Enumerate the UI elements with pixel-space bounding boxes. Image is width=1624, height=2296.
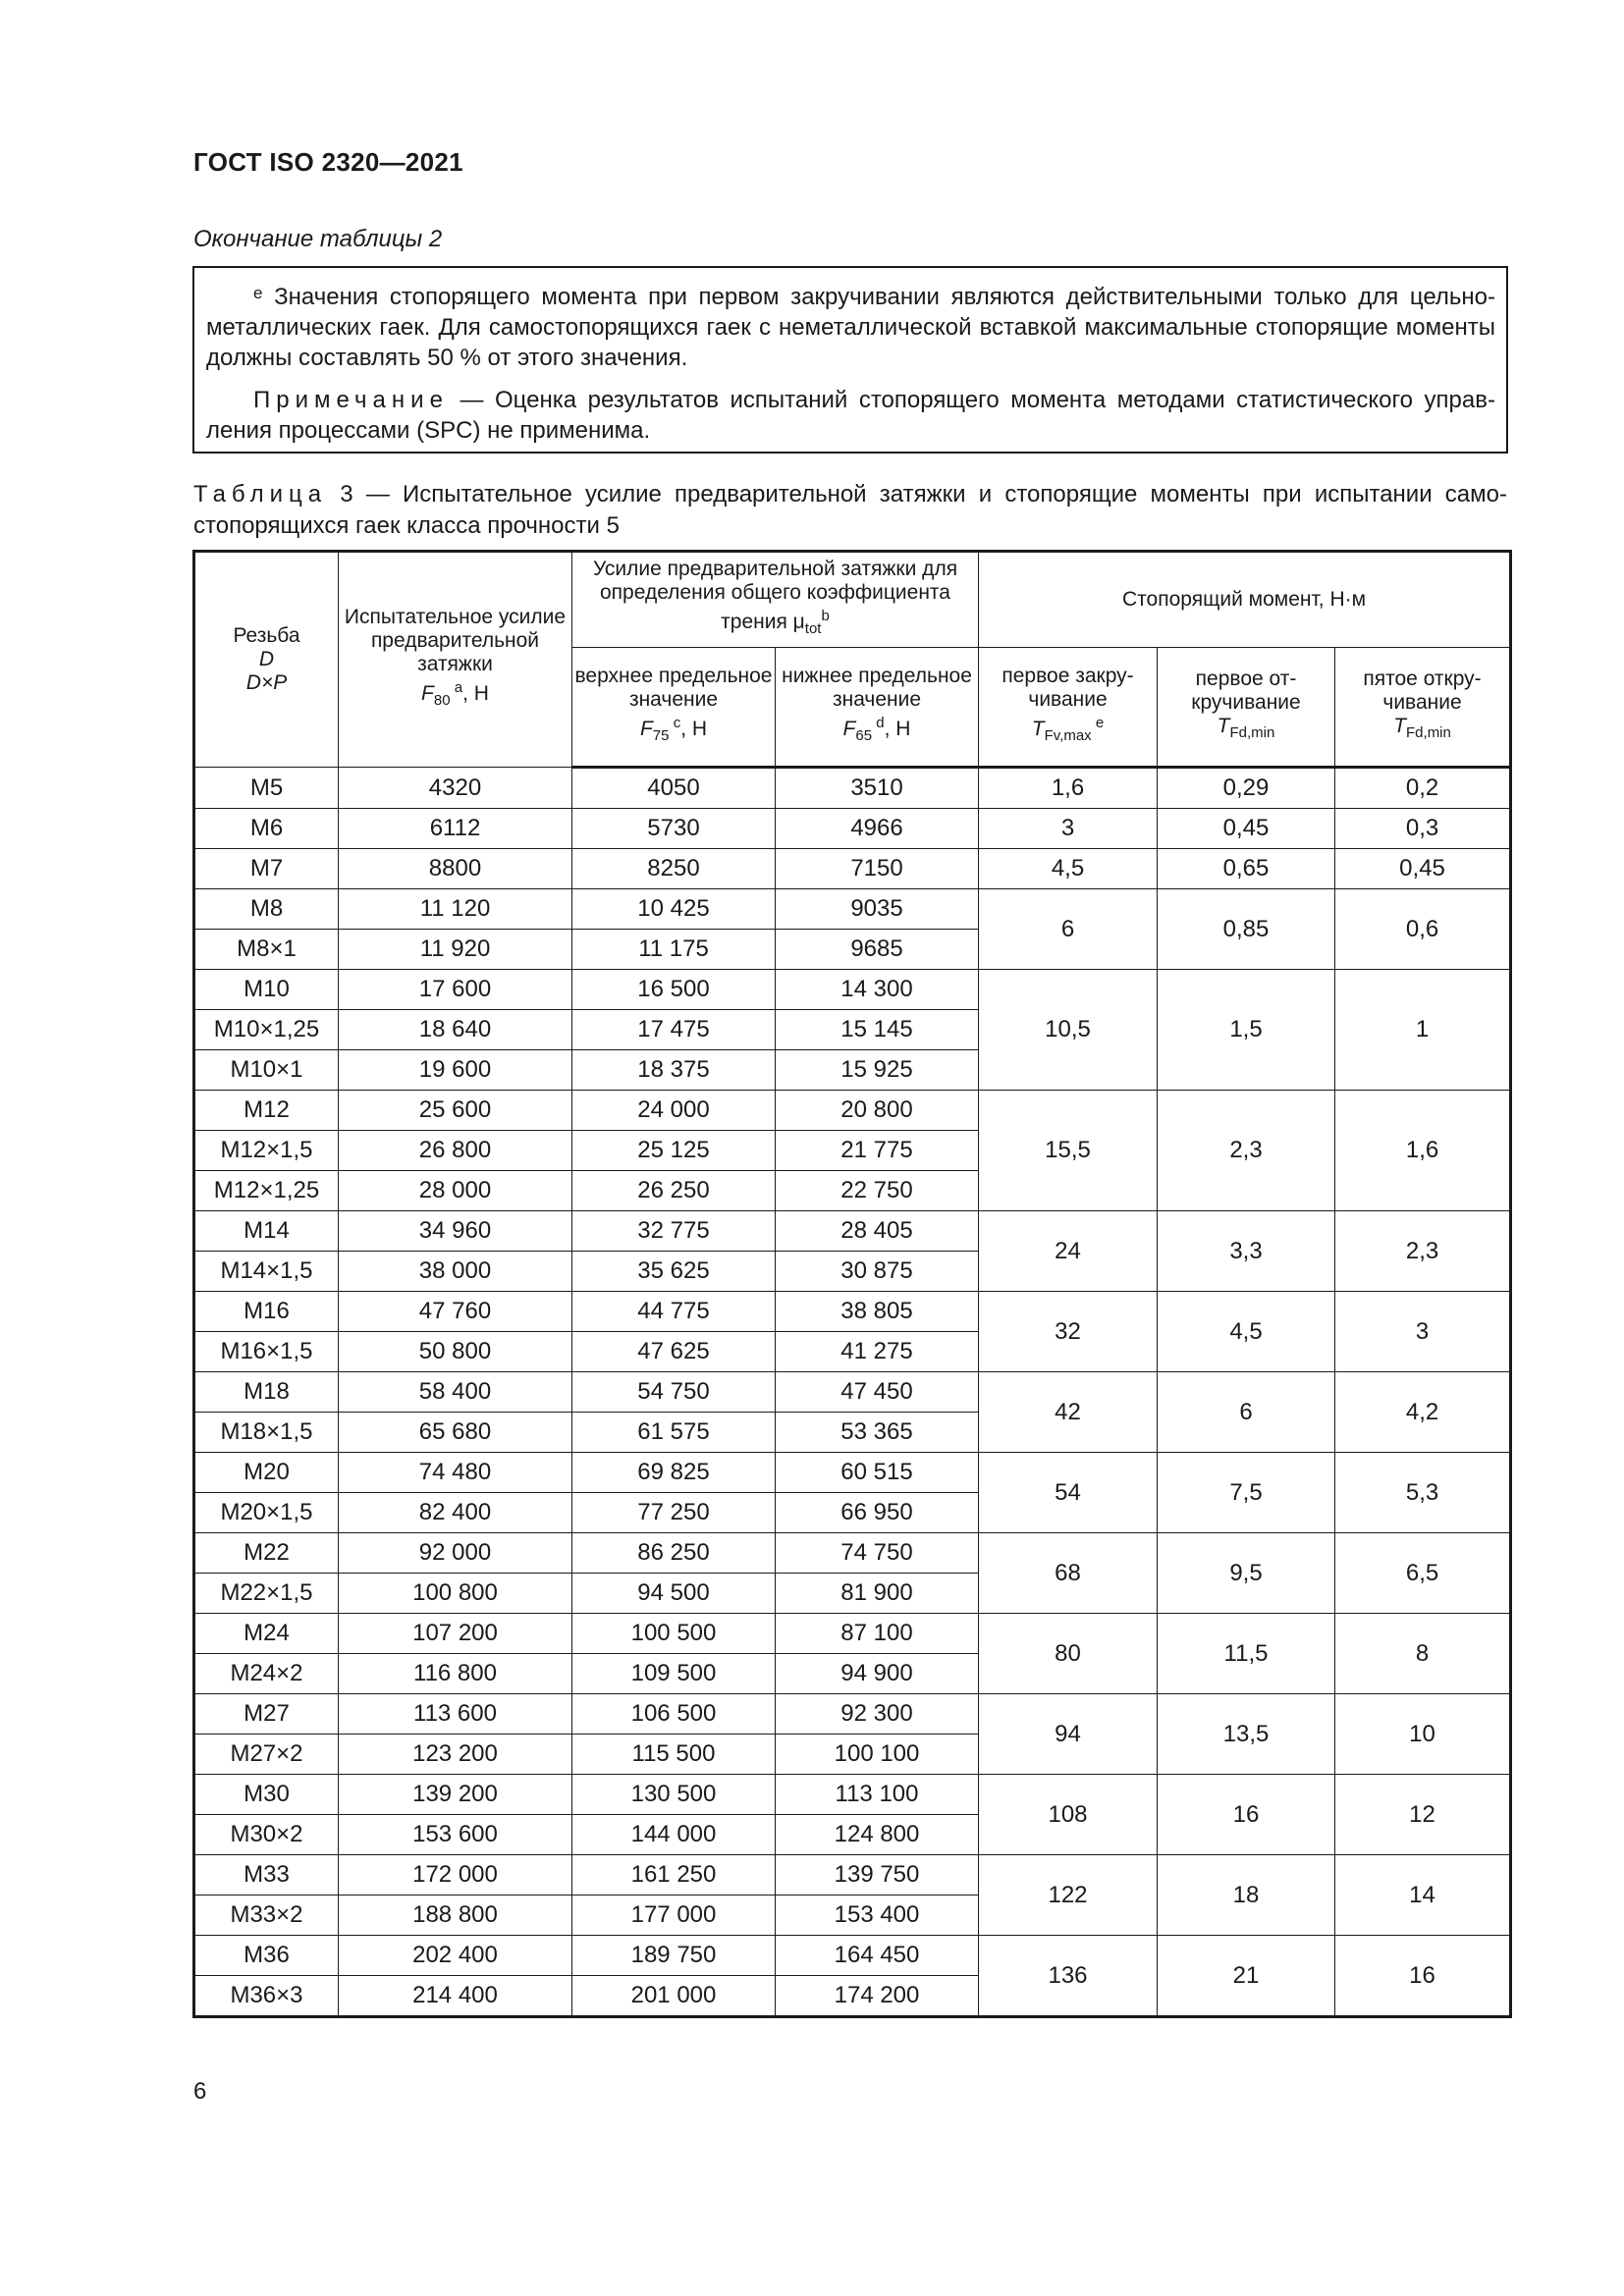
cell-upper-limit: 4050 bbox=[572, 768, 776, 809]
cell-thread: M12×1,5 bbox=[194, 1131, 339, 1171]
cell-test-force: 92 000 bbox=[339, 1533, 572, 1574]
table-row bbox=[194, 1372, 1511, 1413]
cell-lower-limit: 113 100 bbox=[776, 1775, 979, 1815]
cell-lower-limit: 38 805 bbox=[776, 1292, 979, 1332]
cell-first-off-torque: 3,3 bbox=[1158, 1211, 1335, 1292]
table-row bbox=[194, 970, 1511, 1010]
cell-fifth-off-torque: 2,3 bbox=[1335, 1211, 1511, 1292]
cell-lower-limit: 139 750 bbox=[776, 1855, 979, 1896]
footnote-e bbox=[206, 278, 1495, 373]
table-row bbox=[194, 1091, 1511, 1131]
cell-upper-limit: 77 250 bbox=[572, 1493, 776, 1533]
cell-lower-limit: 164 450 bbox=[776, 1936, 979, 1976]
table-caption-label: Таблица bbox=[193, 481, 328, 507]
cell-thread: M12 bbox=[194, 1091, 339, 1131]
cell-lower-limit: 28 405 bbox=[776, 1211, 979, 1252]
cell-first-on-torque: 32 bbox=[979, 1292, 1158, 1372]
cell-test-force: 11 120 bbox=[339, 889, 572, 930]
header-upper-limit: верхнее предельное значение $F_{75}$ $^c$, Н bbox=[572, 648, 776, 768]
cell-test-force: 74 480 bbox=[339, 1453, 572, 1493]
cell-thread: M8×1 bbox=[194, 930, 339, 970]
cell-test-force: 188 800 bbox=[339, 1896, 572, 1936]
cell-thread: M7 bbox=[194, 849, 339, 889]
note-label: Примечание bbox=[253, 387, 449, 413]
cell-lower-limit: 21 775 bbox=[776, 1131, 979, 1171]
cell-upper-limit: 94 500 bbox=[572, 1574, 776, 1614]
cell-test-force: 153 600 bbox=[339, 1815, 572, 1855]
cell-upper-limit: 25 125 bbox=[572, 1131, 776, 1171]
cell-first-on-torque: 94 bbox=[979, 1694, 1158, 1775]
cell-first-off-torque: 0,29 bbox=[1158, 768, 1335, 809]
cell-test-force: 4320 bbox=[339, 768, 572, 809]
cell-first-off-torque: 13,5 bbox=[1158, 1694, 1335, 1775]
cell-lower-limit: 15 145 bbox=[776, 1010, 979, 1050]
table-row bbox=[194, 1614, 1511, 1654]
cell-thread: M33×2 bbox=[194, 1896, 339, 1936]
cell-fifth-off-torque: 5,3 bbox=[1335, 1453, 1511, 1533]
cell-test-force: 38 000 bbox=[339, 1252, 572, 1292]
cell-thread: M16×1,5 bbox=[194, 1332, 339, 1372]
cell-thread: M24 bbox=[194, 1614, 339, 1654]
cell-upper-limit: 10 425 bbox=[572, 889, 776, 930]
cell-first-off-torque: 11,5 bbox=[1158, 1614, 1335, 1694]
cell-lower-limit: 9685 bbox=[776, 930, 979, 970]
cell-upper-limit: 11 175 bbox=[572, 930, 776, 970]
cell-thread: M16 bbox=[194, 1292, 339, 1332]
cell-thread: M27 bbox=[194, 1694, 339, 1735]
cell-fifth-off-torque: 0,6 bbox=[1335, 889, 1511, 970]
cell-upper-limit: 86 250 bbox=[572, 1533, 776, 1574]
cell-test-force: 58 400 bbox=[339, 1372, 572, 1413]
cell-first-off-torque: 1,5 bbox=[1158, 970, 1335, 1091]
cell-upper-limit: 161 250 bbox=[572, 1855, 776, 1896]
cell-test-force: 6112 bbox=[339, 809, 572, 849]
cell-upper-limit: 130 500 bbox=[572, 1775, 776, 1815]
cell-lower-limit: 81 900 bbox=[776, 1574, 979, 1614]
cell-lower-limit: 7150 bbox=[776, 849, 979, 889]
cell-thread: M36 bbox=[194, 1936, 339, 1976]
cell-first-off-torque: 6 bbox=[1158, 1372, 1335, 1453]
table-row bbox=[194, 1855, 1511, 1896]
cell-test-force: 11 920 bbox=[339, 930, 572, 970]
cell-upper-limit: 201 000 bbox=[572, 1976, 776, 2017]
cell-thread: M36×3 bbox=[194, 1976, 339, 2017]
header-thread: Резьба D D×P bbox=[194, 552, 339, 768]
cell-first-on-torque: 54 bbox=[979, 1453, 1158, 1533]
page-number: 6 bbox=[193, 2078, 207, 2105]
table-row bbox=[194, 1775, 1511, 1815]
cell-lower-limit: 53 365 bbox=[776, 1413, 979, 1453]
cell-fifth-off-torque: 4,2 bbox=[1335, 1372, 1511, 1453]
cell-thread: M10×1,25 bbox=[194, 1010, 339, 1050]
cell-test-force: 172 000 bbox=[339, 1855, 572, 1896]
table-row bbox=[194, 1453, 1511, 1493]
header-lower-limit: нижнее предельное значение $F_{65}$ $^d$, Н bbox=[776, 648, 979, 768]
data-table bbox=[192, 550, 1512, 2018]
cell-fifth-off-torque: 16 bbox=[1335, 1936, 1511, 2017]
cell-lower-limit: 3510 bbox=[776, 768, 979, 809]
cell-lower-limit: 14 300 bbox=[776, 970, 979, 1010]
cell-first-off-torque: 18 bbox=[1158, 1855, 1335, 1936]
cell-thread: M10×1 bbox=[194, 1050, 339, 1091]
cell-lower-limit: 153 400 bbox=[776, 1896, 979, 1936]
cell-test-force: 65 680 bbox=[339, 1413, 572, 1453]
cell-first-on-torque: 15,5 bbox=[979, 1091, 1158, 1211]
footnote-text: Значения стопорящего момента при первом закручивании являются действительными только для цельнометаллических гаек. Для самостопорящихся гаек с неметаллической вставкой максимальные стопорящие моменты должны составлять 50 % от этого значения. bbox=[206, 284, 1496, 371]
table-row bbox=[194, 1292, 1511, 1332]
cell-test-force: 116 800 bbox=[339, 1654, 572, 1694]
cell-fifth-off-torque: 1,6 bbox=[1335, 1091, 1511, 1211]
cell-upper-limit: 17 475 bbox=[572, 1010, 776, 1050]
cell-first-off-torque: 9,5 bbox=[1158, 1533, 1335, 1614]
cell-lower-limit: 66 950 bbox=[776, 1493, 979, 1533]
cell-lower-limit: 92 300 bbox=[776, 1694, 979, 1735]
note bbox=[206, 385, 1495, 446]
cell-lower-limit: 87 100 bbox=[776, 1614, 979, 1654]
table-row bbox=[194, 1936, 1511, 1976]
cell-first-on-torque: 108 bbox=[979, 1775, 1158, 1855]
cell-test-force: 50 800 bbox=[339, 1332, 572, 1372]
cell-test-force: 25 600 bbox=[339, 1091, 572, 1131]
cell-lower-limit: 100 100 bbox=[776, 1735, 979, 1775]
cell-thread: M27×2 bbox=[194, 1735, 339, 1775]
cell-upper-limit: 189 750 bbox=[572, 1936, 776, 1976]
cell-test-force: 28 000 bbox=[339, 1171, 572, 1211]
cell-test-force: 47 760 bbox=[339, 1292, 572, 1332]
cell-thread: M14 bbox=[194, 1211, 339, 1252]
table-row bbox=[194, 1211, 1511, 1252]
table-body bbox=[194, 768, 1511, 2017]
cell-first-on-torque: 122 bbox=[979, 1855, 1158, 1936]
cell-first-on-torque: 10,5 bbox=[979, 970, 1158, 1091]
cell-test-force: 17 600 bbox=[339, 970, 572, 1010]
cell-first-on-torque: 80 bbox=[979, 1614, 1158, 1694]
footnote-box bbox=[192, 266, 1508, 454]
cell-upper-limit: 109 500 bbox=[572, 1654, 776, 1694]
cell-first-on-torque: 1,6 bbox=[979, 768, 1158, 809]
cell-thread: M20×1,5 bbox=[194, 1493, 339, 1533]
cell-lower-limit: 30 875 bbox=[776, 1252, 979, 1292]
cell-thread: M18×1,5 bbox=[194, 1413, 339, 1453]
table-caption-text: 3 — Испытательное усилие предварительной затяжки и стопорящие моменты при испытании самостопорящихся гаек класса прочности 5 bbox=[193, 481, 1507, 539]
cell-upper-limit: 35 625 bbox=[572, 1252, 776, 1292]
cell-first-on-torque: 6 bbox=[979, 889, 1158, 970]
cell-lower-limit: 41 275 bbox=[776, 1332, 979, 1372]
table-row bbox=[194, 849, 1511, 889]
cell-thread: M24×2 bbox=[194, 1654, 339, 1694]
cell-lower-limit: 20 800 bbox=[776, 1091, 979, 1131]
cell-test-force: 34 960 bbox=[339, 1211, 572, 1252]
cell-lower-limit: 15 925 bbox=[776, 1050, 979, 1091]
cell-upper-limit: 47 625 bbox=[572, 1332, 776, 1372]
cell-fifth-off-torque: 14 bbox=[1335, 1855, 1511, 1936]
cell-thread: M12×1,25 bbox=[194, 1171, 339, 1211]
cell-thread: M20 bbox=[194, 1453, 339, 1493]
cell-upper-limit: 54 750 bbox=[572, 1372, 776, 1413]
cell-test-force: 19 600 bbox=[339, 1050, 572, 1091]
cell-thread: M6 bbox=[194, 809, 339, 849]
cell-upper-limit: 177 000 bbox=[572, 1896, 776, 1936]
header-first-off: первое откручивание $T_{Fd,min}$ bbox=[1158, 648, 1335, 768]
cell-lower-limit: 22 750 bbox=[776, 1171, 979, 1211]
cell-first-on-torque: 136 bbox=[979, 1936, 1158, 2017]
cell-first-off-torque: 16 bbox=[1158, 1775, 1335, 1855]
table-row bbox=[194, 1533, 1511, 1574]
cell-upper-limit: 18 375 bbox=[572, 1050, 776, 1091]
cell-lower-limit: 124 800 bbox=[776, 1815, 979, 1855]
table-row bbox=[194, 768, 1511, 809]
cell-thread: M22 bbox=[194, 1533, 339, 1574]
table-row bbox=[194, 1694, 1511, 1735]
cell-first-off-torque: 0,65 bbox=[1158, 849, 1335, 889]
cell-fifth-off-torque: 0,2 bbox=[1335, 768, 1511, 809]
header-fifth-off: пятое откручивание $T_{Fd,min}$ bbox=[1335, 648, 1511, 768]
cell-thread: M33 bbox=[194, 1855, 339, 1896]
cell-first-off-torque: 0,85 bbox=[1158, 889, 1335, 970]
cell-test-force: 107 200 bbox=[339, 1614, 572, 1654]
cell-test-force: 139 200 bbox=[339, 1775, 572, 1815]
cell-lower-limit: 9035 bbox=[776, 889, 979, 930]
cell-upper-limit: 144 000 bbox=[572, 1815, 776, 1855]
table-continuation-label: Окончание таблицы 2 bbox=[193, 226, 443, 252]
cell-upper-limit: 24 000 bbox=[572, 1091, 776, 1131]
cell-upper-limit: 69 825 bbox=[572, 1453, 776, 1493]
cell-test-force: 123 200 bbox=[339, 1735, 572, 1775]
cell-first-off-torque: 4,5 bbox=[1158, 1292, 1335, 1372]
cell-fifth-off-torque: 8 bbox=[1335, 1614, 1511, 1694]
footnote-letter: e bbox=[253, 284, 263, 302]
cell-first-on-torque: 3 bbox=[979, 809, 1158, 849]
cell-lower-limit: 94 900 bbox=[776, 1654, 979, 1694]
cell-upper-limit: 100 500 bbox=[572, 1614, 776, 1654]
cell-first-off-torque: 2,3 bbox=[1158, 1091, 1335, 1211]
header-first-on: первое закручивание $T_{Fv,max}$ $^e$ bbox=[979, 648, 1158, 768]
cell-fifth-off-torque: 10 bbox=[1335, 1694, 1511, 1775]
cell-fifth-off-torque: 6,5 bbox=[1335, 1533, 1511, 1614]
cell-test-force: 18 640 bbox=[339, 1010, 572, 1050]
table-row bbox=[194, 889, 1511, 930]
cell-thread: M14×1,5 bbox=[194, 1252, 339, 1292]
cell-upper-limit: 16 500 bbox=[572, 970, 776, 1010]
cell-upper-limit: 115 500 bbox=[572, 1735, 776, 1775]
cell-thread: M30×2 bbox=[194, 1815, 339, 1855]
cell-lower-limit: 174 200 bbox=[776, 1976, 979, 2017]
cell-thread: M22×1,5 bbox=[194, 1574, 339, 1614]
cell-first-off-torque: 21 bbox=[1158, 1936, 1335, 2017]
cell-first-off-torque: 0,45 bbox=[1158, 809, 1335, 849]
cell-upper-limit: 26 250 bbox=[572, 1171, 776, 1211]
cell-fifth-off-torque: 0,45 bbox=[1335, 849, 1511, 889]
cell-thread: M8 bbox=[194, 889, 339, 930]
cell-upper-limit: 32 775 bbox=[572, 1211, 776, 1252]
cell-first-on-torque: 42 bbox=[979, 1372, 1158, 1453]
cell-thread: M18 bbox=[194, 1372, 339, 1413]
cell-thread: M30 bbox=[194, 1775, 339, 1815]
cell-test-force: 8800 bbox=[339, 849, 572, 889]
cell-test-force: 82 400 bbox=[339, 1493, 572, 1533]
cell-upper-limit: 44 775 bbox=[572, 1292, 776, 1332]
cell-first-on-torque: 68 bbox=[979, 1533, 1158, 1614]
cell-test-force: 100 800 bbox=[339, 1574, 572, 1614]
cell-lower-limit: 74 750 bbox=[776, 1533, 979, 1574]
header-locking-torque: Стопорящий момент, Н·м bbox=[979, 552, 1511, 648]
cell-first-on-torque: 24 bbox=[979, 1211, 1158, 1292]
cell-upper-limit: 106 500 bbox=[572, 1694, 776, 1735]
cell-upper-limit: 61 575 bbox=[572, 1413, 776, 1453]
cell-thread: M5 bbox=[194, 768, 339, 809]
document-code: ГОСТ ISO 2320—2021 bbox=[193, 147, 463, 177]
note-text: — Оценка результатов испытаний стопорящего момента методами статистического управления процессами (SPC) не применима. bbox=[206, 387, 1495, 444]
cell-thread: M10 bbox=[194, 970, 339, 1010]
cell-upper-limit: 8250 bbox=[572, 849, 776, 889]
cell-test-force: 202 400 bbox=[339, 1936, 572, 1976]
table-caption bbox=[193, 479, 1507, 542]
cell-first-off-torque: 7,5 bbox=[1158, 1453, 1335, 1533]
cell-lower-limit: 60 515 bbox=[776, 1453, 979, 1493]
table-row bbox=[194, 809, 1511, 849]
cell-test-force: 214 400 bbox=[339, 1976, 572, 2017]
header-preload: Усилие предварительной затяжки для определения общего коэффициента трения $\mu_{tot}^b$ bbox=[572, 552, 979, 648]
cell-test-force: 113 600 bbox=[339, 1694, 572, 1735]
cell-fifth-off-torque: 1 bbox=[1335, 970, 1511, 1091]
cell-fifth-off-torque: 0,3 bbox=[1335, 809, 1511, 849]
cell-fifth-off-torque: 3 bbox=[1335, 1292, 1511, 1372]
cell-first-on-torque: 4,5 bbox=[979, 849, 1158, 889]
cell-upper-limit: 5730 bbox=[572, 809, 776, 849]
cell-lower-limit: 47 450 bbox=[776, 1372, 979, 1413]
cell-fifth-off-torque: 12 bbox=[1335, 1775, 1511, 1855]
cell-lower-limit: 4966 bbox=[776, 809, 979, 849]
cell-test-force: 26 800 bbox=[339, 1131, 572, 1171]
header-test-force: Испытательное усилие предварительной затяжки $F_{80}$ $^a$, Н bbox=[339, 552, 572, 768]
